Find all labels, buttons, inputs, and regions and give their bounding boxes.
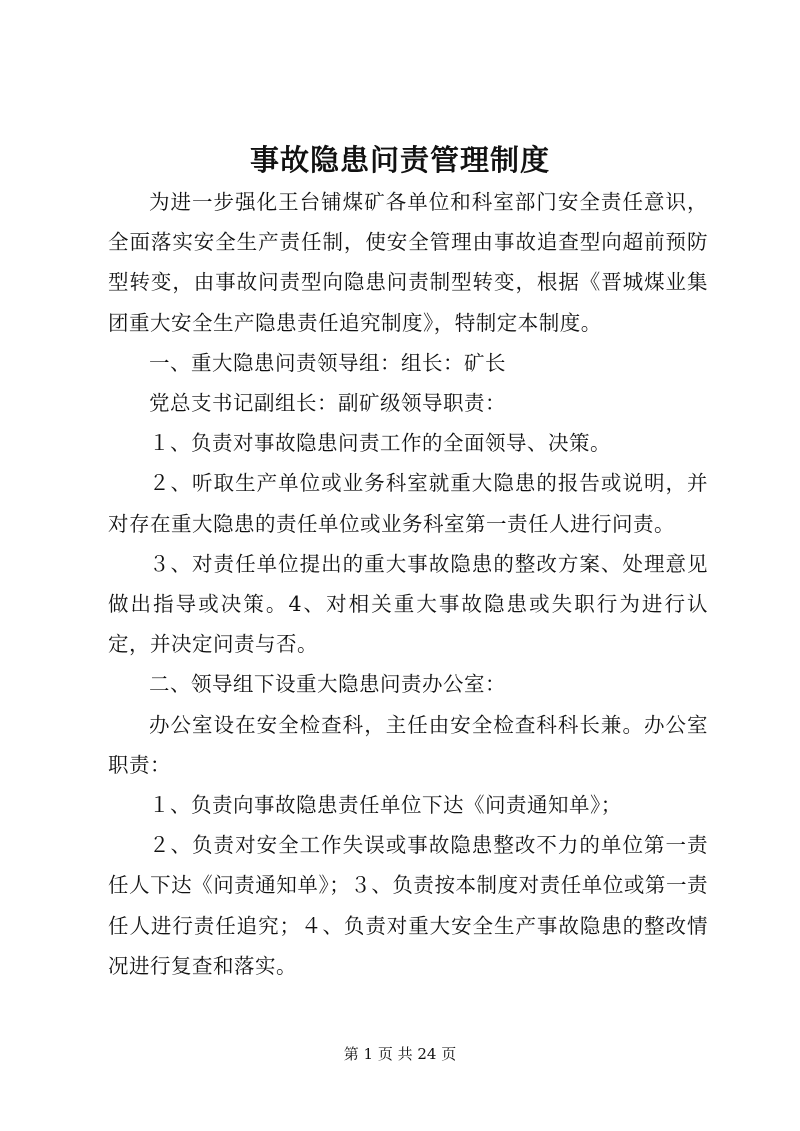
paragraph-section-2-heading: 二、领导组下设重大隐患问责办公室： <box>149 672 506 697</box>
document-body <box>108 182 708 986</box>
page-number: 第 1 页 共 24 页 <box>343 1045 457 1063</box>
paragraph-section-1-heading: 一、重大隐患问责领导组：组长：矿长 <box>149 350 506 375</box>
paragraph-section-1-members: 党总支书记副组长：副矿级领导职责： <box>149 391 506 416</box>
paragraph-duty-2: ２、听取生产单位或业务科室就重大隐患的报告或说明，并对存在重大隐患的责任单位或业务科室第一责任人进行问责。 <box>108 471 708 536</box>
paragraph-office-duty-1: １、负责向事故隐患责任单位下达《问责通知单》； <box>149 793 622 818</box>
paragraph-intro: 为进一步强化王台铺煤矿各单位和科室部门安全责任意识，全面落实安全生产责任制，使安全管理由事故追查型向超前预防型转变，由事故问责型向隐患问责制型转变，根据《晋城煤业集团重大安全生产隐患责任追究制度》，特制定本制度。 <box>108 190 708 335</box>
paragraph-duty-1: １、负责对事故隐患问责工作的全面领导、决策。 <box>149 431 611 456</box>
paragraph-office-description: 办公室设在安全检查科，主任由安全检查科科长兼。办公室职责： <box>108 712 708 777</box>
document-title: 事故隐患问责管理制度 <box>249 143 550 177</box>
paragraph-duty-3: ３、对责任单位提出的重大事故隐患的整改方案、处理意见做出指导或决策。4、对相关重大事故隐患或失职行为进行认定，并决定问责与否。 <box>108 551 708 657</box>
paragraph-office-duty-2: ２、负责对安全工作失误或事故隐患整改不力的单位第一责任人下达《问责通知单》；３、负责按本制度对责任单位或第一责任人进行责任追究；４、负责对重大安全生产事故隐患的整改情况进行复查和落实。 <box>108 833 708 978</box>
